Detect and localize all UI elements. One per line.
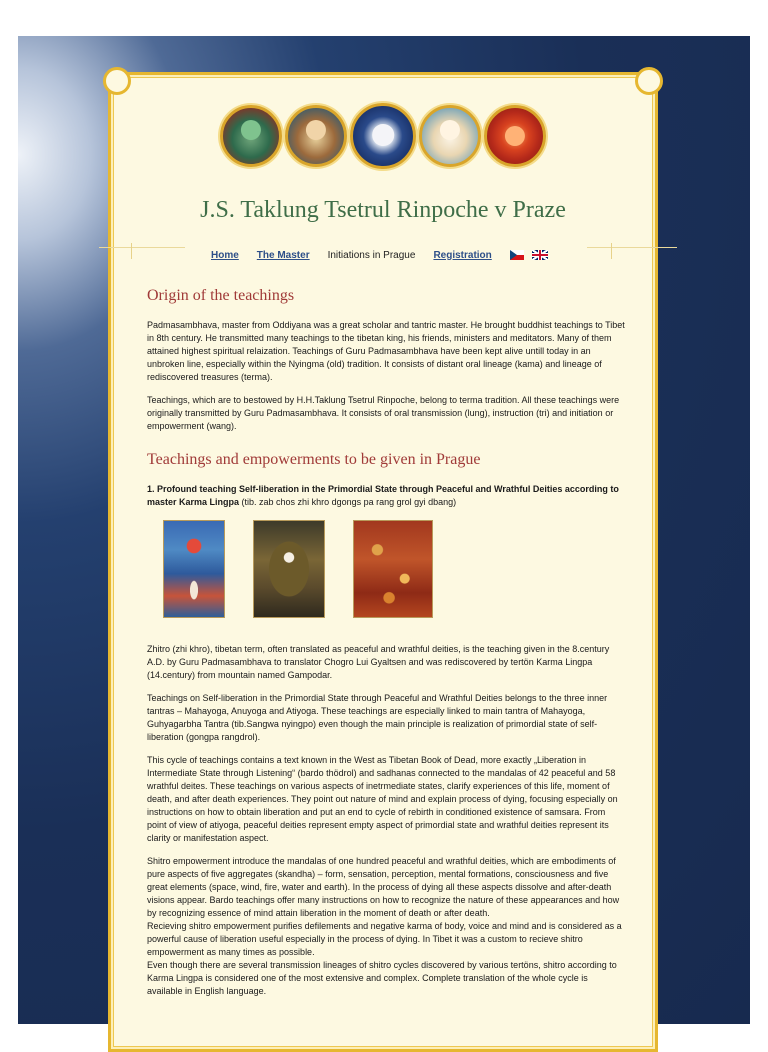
thangka-mandala-image[interactable] <box>254 521 324 617</box>
paragraph: Recieving shitro empowerment purifies defilements and negative karma of body, voice and mind and is considered as a powerful cause of liberation useful especially in the process of dying. In Tibet it was a custom to recieve shitro empowerment as many times as possible. <box>147 921 622 957</box>
panel-corner-ornament <box>635 67 663 95</box>
czech-flag-icon[interactable] <box>510 250 524 260</box>
paragraph: Teachings, which are to bestowed by H.H.Taklung Tsetrul Rinpoche, belong to terma tradition. All these teachings were originally transmitted by Guru Padmasambhava. It consists of oral transmission (lung), instruction (tri) and initiation or empowerment (wang). <box>147 395 620 431</box>
teaching-item-tibetan: (tib. zab chos zhi khro dgongs pa rang grol gyi dbang) <box>239 497 457 507</box>
section-heading-teachings: Teachings and empowerments to be given in Prague <box>147 451 481 468</box>
decorative-rule <box>131 243 132 259</box>
nav-item-initiations-current: Initiations in Prague <box>327 249 416 261</box>
nav-link-the-master[interactable]: The Master <box>256 249 310 261</box>
thangka-wrathful-deities-image[interactable] <box>354 521 432 617</box>
site-title: J.S. Taklung Tsetrul Rinpoche v Praze <box>200 197 566 223</box>
green-tara-medallion-icon <box>220 105 282 167</box>
paragraph: Teachings on Self-liberation in the Primordial State through Peaceful and Wrathful Deities belongs to the three inner tantras – Mahayoga, Anuyoga and Atiyoga. These teachings are especially linked to main tantra of Mahayoga, Guhyagarbha Tantra (tib.Sangwa nyingpo) even though the main principle is realization of primordial state of self-liberation (gongpa rangdrol). <box>147 693 608 742</box>
vajradhara-medallion-icon <box>350 103 416 169</box>
header-medallions <box>213 101 553 171</box>
paragraph: Even though there are several transmission lineages of shitro cycles discovered by various tertöns, shitro according to Karma Lingpa is considered one of the most extensive and complex. Complete translation of the whole cycle is available in English language. <box>147 960 617 996</box>
decorative-rule <box>99 247 185 248</box>
decorative-rule <box>611 243 612 259</box>
thangka-gallery <box>164 521 625 617</box>
thangka-peaceful-deities-image[interactable] <box>164 521 224 617</box>
padmasambhava-medallion-icon <box>285 105 347 167</box>
paragraph: Zhitro (zhi khro), tibetan term, often translated as peaceful and wrathful deities, is the teaching given in the 8.century A.D. by Guru Padmasambhava to translator Chogro Lui Gyaltsen and was rediscovered by tertön Karma Lingpa (14.century) from mountain named Gampodar. <box>147 644 610 680</box>
teaching-item-title <box>147 483 625 509</box>
kurukulla-medallion-icon <box>484 105 546 167</box>
paragraph: Shitro empowerment introduce the mandalas of one hundred peaceful and wrathful deities, which are embodiments of pure aspects of five aggregates (skandha) – form, sensation, perception, mental formations, consciousness and five great elements (space, wind, fire, water and earth). In the process of dying all these aspects dissolve and after-death visions appear. Bardo teachings offer many instructions on how to recognize the nature of these appearances and how by recognizing essence of mind attain liberation in the moment of death or after death. <box>147 856 620 918</box>
main-navigation <box>211 247 556 263</box>
section-heading-origin: Origin of the teachings <box>147 287 295 304</box>
paragraph: Padmasambhava, master from Oddiyana was a great scholar and tantric master. He brought buddhist teachings to Tibet in 8th century. He transmitted many teachings to the tibetan king, his friends, ministers and meditators. Many of them attained highest spiritual relaization. Teachings of Guru Padmasambhava have been kept alive untill today in an unbroken line, especially within the Nyingma (old) tradition. It consists of distant oral lineage (kama) and lineage of rediscovered treasures (terma). <box>147 320 625 382</box>
white-tara-medallion-icon <box>419 105 481 167</box>
panel-corner-ornament <box>103 67 131 95</box>
uk-flag-icon[interactable] <box>532 250 548 260</box>
content-panel <box>108 72 658 1052</box>
decorative-rule <box>587 247 677 248</box>
main-content <box>147 287 625 998</box>
nav-link-registration[interactable]: Registration <box>433 249 492 261</box>
teaching-item-name: 1. Profound teaching Self-liberation in the Primordial State through Peaceful and Wrathful Deities according to master Karma Lingpa <box>147 484 619 507</box>
nav-link-home[interactable]: Home <box>211 249 239 261</box>
paragraph: This cycle of teachings contains a text known in the West as Tibetan Book of Dead, more exactly „Liberation in Intermediate State through Listening“ (bardo thödrol) and sadhanas connected to the mandalas of 42 peaceful and 58 wrathful deites. These teachings on various aspects of inetrmediate states, clarify experiences of this life, moment of death, and after death experiences. They point out nature of mind and explain process of dying, focusing especially on instructions on how to obtain liberation and put an end to cycle of rebirth in conditioned existence of samsara. From point of view of atiyoga, peaceful deities represent empty aspect of primordial state and wrathful deities represent its clarity or manifestation aspect. <box>147 755 618 843</box>
